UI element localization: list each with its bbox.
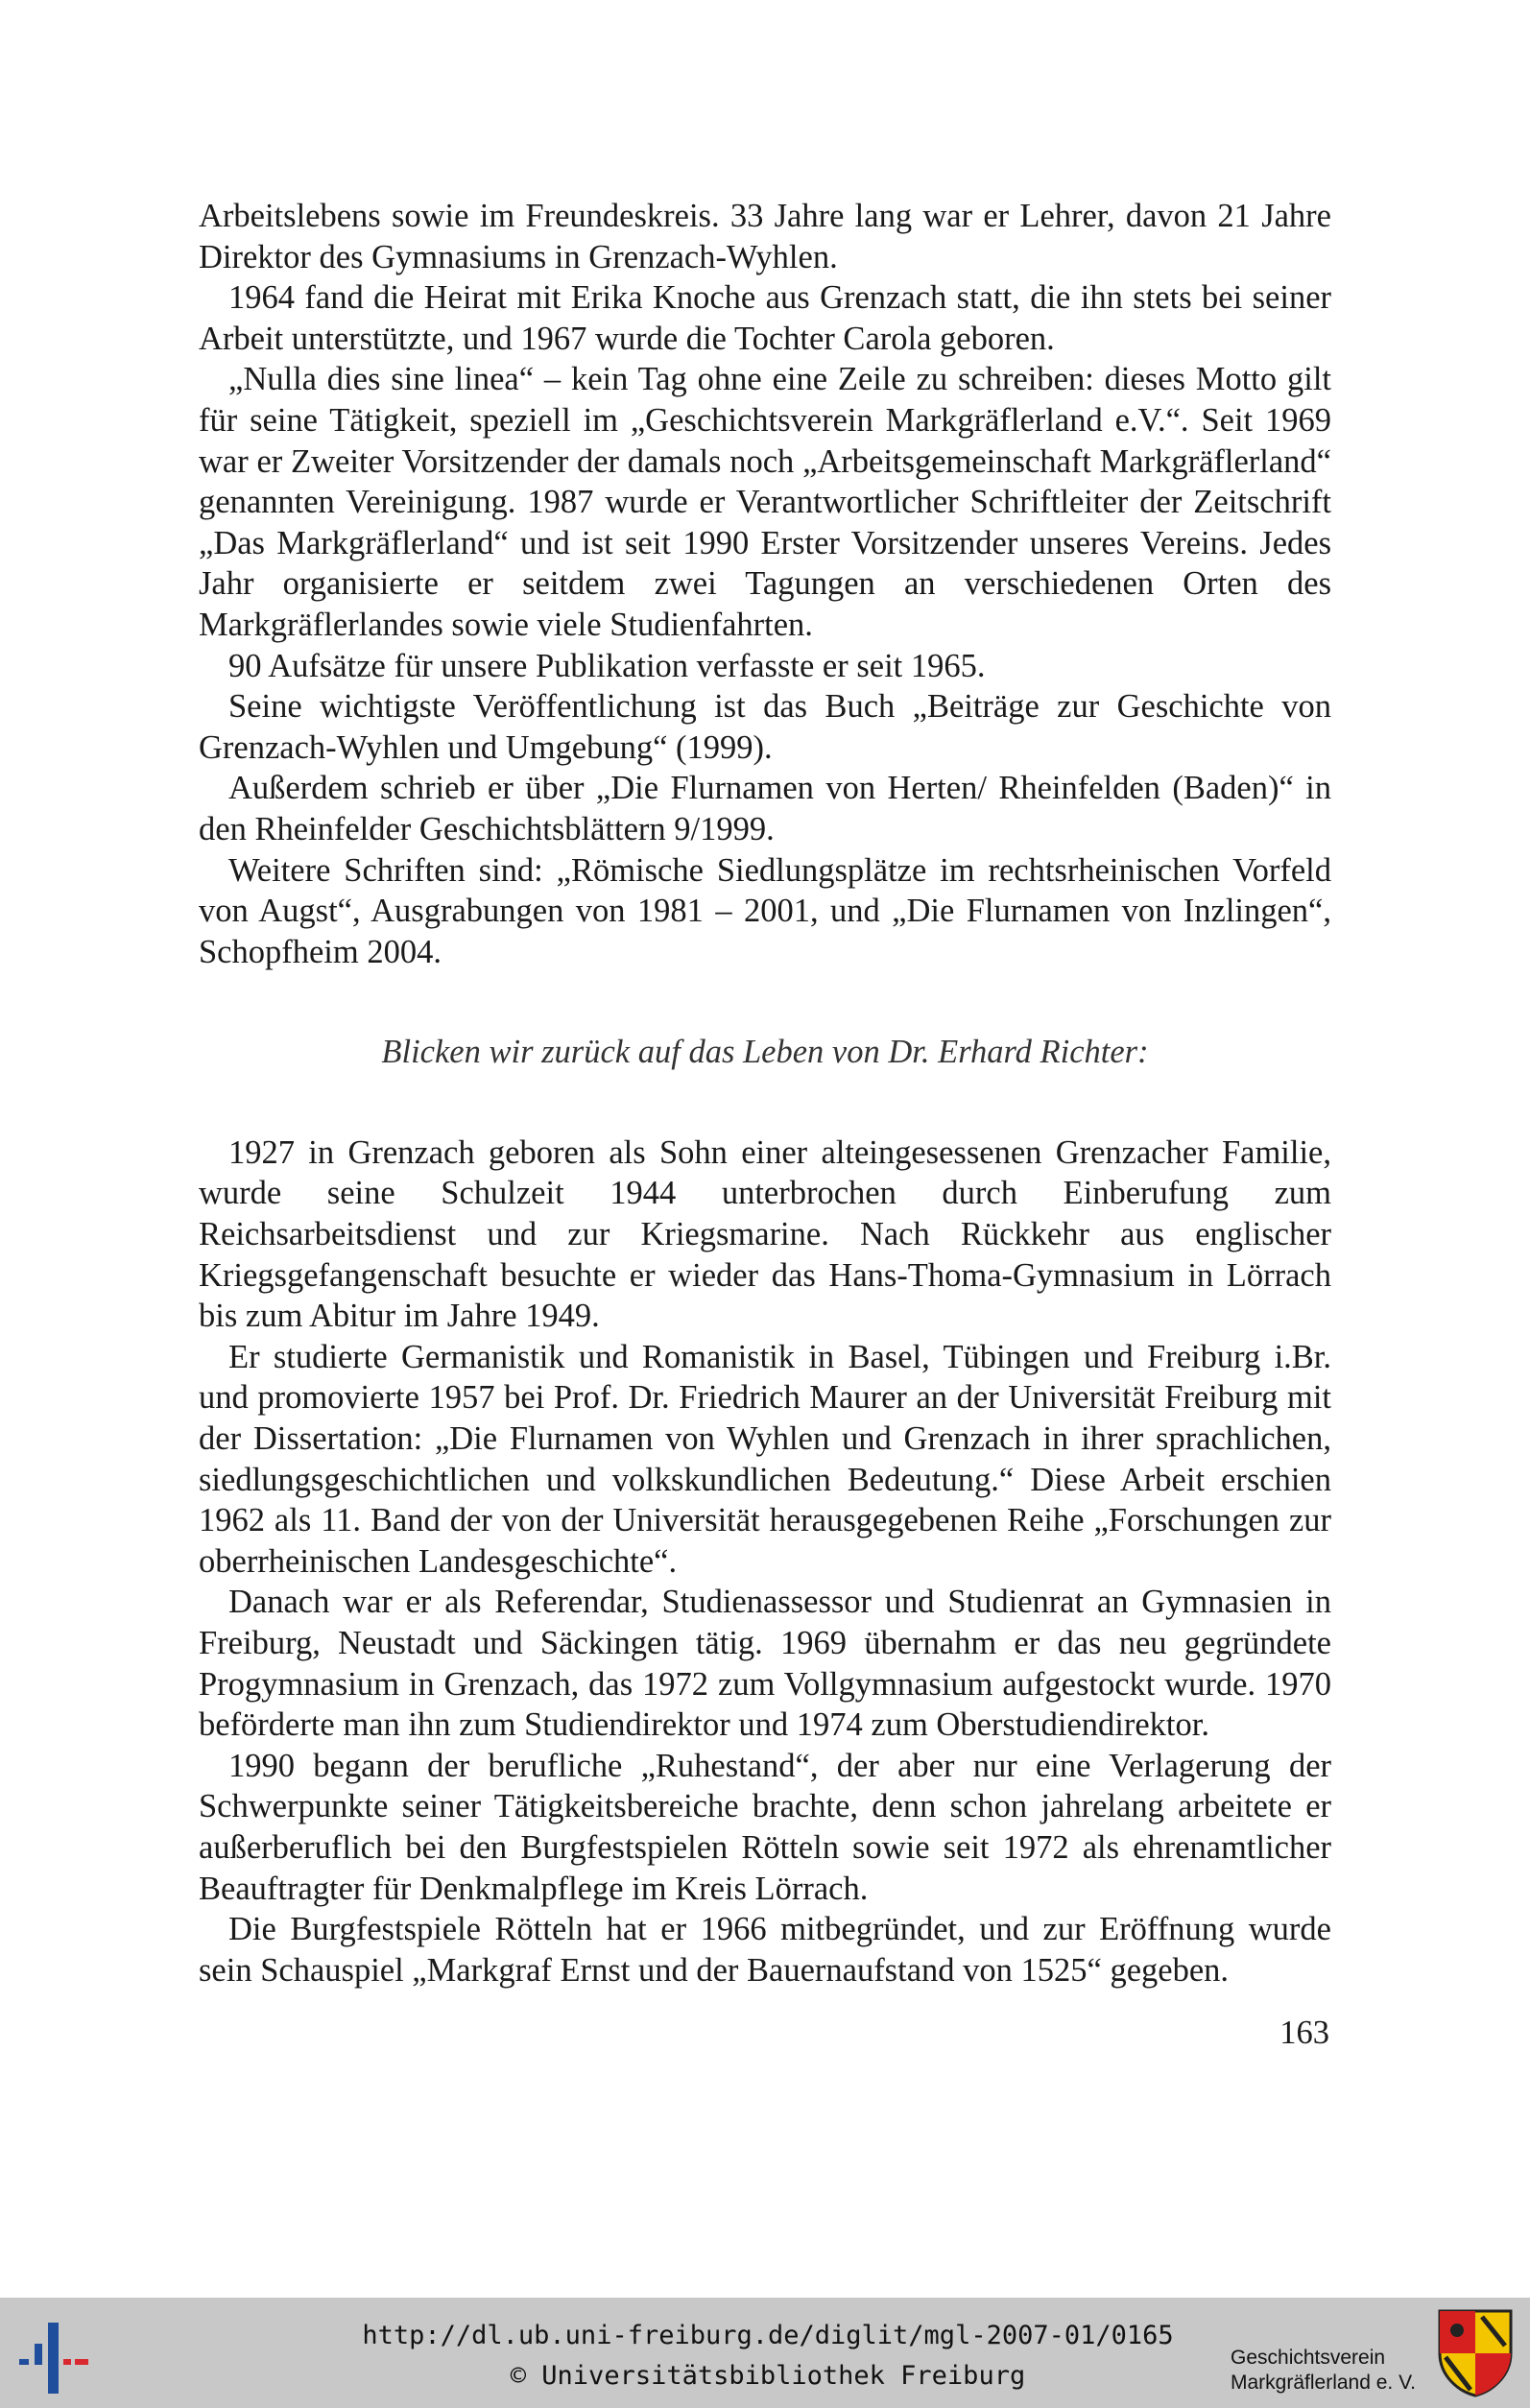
section-heading: Blicken wir zurück auf das Leben von Dr. Erhard Richter: xyxy=(381,1034,1149,1071)
footer-bar xyxy=(0,2298,1530,2408)
coat-of-arms-icon xyxy=(1436,2307,1515,2398)
paragraph: Er studierte Germanistik und Romanistik in Basel, Tübingen und Freiburg i.Br. und promovierte 1957 bei Prof. Dr. Friedrich Maurer an der Universität Freiburg mit der Dissertation: „Die Flurnamen von Wyhlen und Grenzach in ihrer sprachlichen, siedlungsgeschichtlichen und volkskundlichen Bedeutung.“ Diese Arbeit erschien 1962 als 11. Band der von der Universität herausgegebenen Reihe „Forschungen zur oberrheinischen Landesgeschichte“. xyxy=(199,1338,1331,1580)
paragraph: 1964 fand die Heirat mit Erika Knoche aus Grenzach statt, die ihn stets bei seiner Arbeit unterstützte, und 1967 wurde die Tochter Carola geboren. xyxy=(199,279,1331,357)
page-number: 163 xyxy=(1279,2015,1329,2051)
paragraph: „Nulla dies sine linea“ – kein Tag ohne eine Zeile zu schreiben: dieses Motto gilt für seine Tätigkeit, speziell im „Geschichtsverein Markgräflerland e.V.“. Seit 1969 war er Zweiter Vorsitzender der damals noch „Arbeitsgemeinschaft Markgräflerland“ genannten Vereinigung. 1987 wurde er Verantwortlicher Schriftleiter der Zeitschrift „Das Markgräflerland“ und ist seit 1990 Erster Vorsitzender unseres Vereins. Jedes Jahr organisierte er seitdem zwei Tagungen an verschiedenen Orten des Markgräflerlandes sowie viele Studienfahrten. xyxy=(199,361,1331,643)
paragraph: Danach war er als Referendar, Studienassessor und Studienrat an Gymnasien in Freiburg, Neustadt und Säckingen tätig. 1969 übernahm er das neu gegründete Progymnasium in Grenzach, das 1972 zum Vollgymnasium aufgestockt wurde. 1970 beförderte man ihn zum Studiendirektor und 1974 zum Oberstudiendirektor. xyxy=(199,1584,1331,1744)
footer-url-link[interactable]: http://dl.ub.uni-freiburg.de/diglit/mgl-2007-01/0165 xyxy=(362,2321,1174,2350)
document-body xyxy=(199,196,1331,1991)
footer-organization xyxy=(1231,2346,1437,2396)
library-logo-icon[interactable] xyxy=(17,2315,98,2401)
org-name-line-2: Markgräflerland e. V. xyxy=(1231,2372,1416,2394)
org-name-line-1: Geschichtsverein xyxy=(1231,2347,1386,2369)
paragraph: 90 Aufsätze für unsere Publikation verfasste er seit 1965. xyxy=(228,647,986,684)
paragraph: Die Burgfestspiele Rötteln hat er 1966 mitbegründet, und zur Eröffnung wurde sein Schauspiel „Markgraf Ernst und der Bauernaufstand von 1525“ gegeben. xyxy=(199,1911,1331,1989)
paragraph: Weitere Schriften sind: „Römische Siedlungsplätze im rechtsrheinischen Vorfeld von Augst“, Ausgrabungen von 1981 – 2001, und „Die Flurnamen von Inzlingen“, Schopfheim 2004. xyxy=(199,851,1331,970)
paragraph: 1927 in Grenzach geboren als Sohn einer alteingesessenen Grenzacher Familie, wurde seine Schulzeit 1944 unterbrochen durch Einberufung zum Reichsarbeitsdienst und zur Kriegsmarine. Nach Rückkehr aus englischer Kriegsgefangenschaft besuchte er wieder das Hans-Thoma-Gymnasium in Lörrach bis zum Abitur im Jahre 1949. xyxy=(199,1133,1331,1335)
footer-copyright: © Universitätsbibliothek Freiburg xyxy=(510,2361,1026,2391)
paragraph: 1990 begann der berufliche „Ruhestand“, der aber nur eine Verlagerung der Schwerpunkte seiner Tätigkeitsbereiche brachte, denn schon jahrelang arbeitete er außerberuflich bei den Burgfestspielen Rötteln sowie seit 1972 als ehrenamtlicher Beauftragter für Denkmalpflege im Kreis Lörrach. xyxy=(199,1747,1331,1907)
paragraph: Außerdem schrieb er über „Die Flurnamen von Herten/ Rheinfelden (Baden)“ in den Rheinfelder Geschichtsblättern 9/1999. xyxy=(199,770,1331,847)
paragraph: Arbeitslebens sowie im Freundeskreis. 33 Jahre lang war er Lehrer, davon 21 Jahre Direktor des Gymnasiums in Grenzach-Wyhlen. xyxy=(199,198,1331,275)
paragraph: Seine wichtigste Veröffentlichung ist das Buch „Beiträge zur Geschichte von Grenzach-Wyhlen und Umgebung“ (1999). xyxy=(199,688,1331,766)
